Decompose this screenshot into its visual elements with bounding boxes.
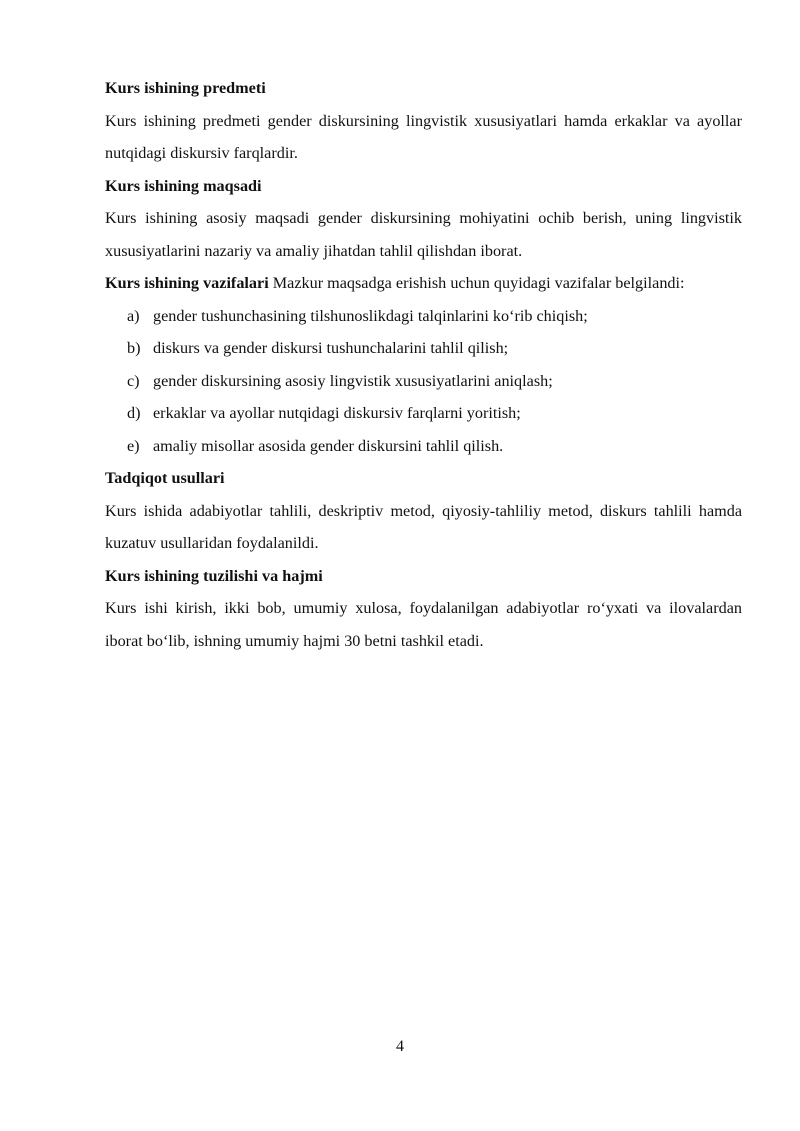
tasks-list	[105, 300, 742, 463]
structure-paragraph: Kurs ishi kirish, ikki bob, umumiy xulosa, foydalanilgan adabiyotlar ro‘yxati va ilovalardan iborat bo‘lib, ishning umumiy hajmi 30 betni tashkil etadi.	[105, 599, 742, 650]
list-item	[105, 300, 742, 333]
goal-paragraph: Kurs ishining asosiy maqsadi gender diskursining mohiyatini ochib berish, uning lingvistik xususiyatlarini nazariy va amaliy jihatdan tahlil qilishdan iborat.	[105, 209, 742, 260]
tasks-paragraph	[105, 267, 742, 300]
goal-heading: Kurs ishining maqsadi	[105, 176, 262, 195]
tasks-intro: Mazkur maqsadga erishish uchun quyidagi vazifalar belgilandi:	[272, 274, 685, 292]
list-item-text: amaliy misollar asosida gender diskursini tahlil qilish.	[153, 436, 504, 455]
methods-heading: Tadqiqot usullari	[105, 469, 225, 487]
list-item-text: diskurs va gender diskursi tushunchalarini tahlil qilish;	[153, 339, 509, 357]
subject-paragraph: Kurs ishining predmeti gender diskursining lingvistik xususiyatlari hamda erkaklar va ayollar nutqidagi diskursiv farqlardir.	[105, 111, 742, 162]
list-item-text: gender diskursining asosiy lingvistik xususiyatlarini aniqlash;	[153, 371, 553, 390]
list-marker: d)	[127, 404, 141, 422]
methods-paragraph: Kurs ishida adabiyotlar tahlili, deskriptiv metod, qiyosiy-tahliliy metod, diskurs tahlili hamda kuzatuv usullaridan foydalanildi.	[105, 501, 742, 552]
list-item	[105, 365, 742, 398]
list-item-text: gender tushunchasining tilshunoslikdagi talqinlarini ko‘rib chiqish;	[153, 306, 588, 325]
list-item	[105, 332, 742, 365]
list-item	[105, 397, 742, 430]
list-marker: c)	[127, 371, 140, 390]
page-number: 4	[396, 1038, 404, 1055]
document-body	[105, 72, 742, 657]
tasks-heading: Kurs ishining vazifalari	[105, 274, 269, 292]
structure-heading: Kurs ishining tuzilishi va hajmi	[105, 566, 323, 585]
list-marker: e)	[127, 436, 140, 455]
list-marker: a)	[127, 306, 140, 325]
list-item	[105, 430, 742, 463]
subject-heading: Kurs ishining predmeti	[105, 79, 266, 97]
list-marker: b)	[127, 339, 141, 357]
list-item-text: erkaklar va ayollar nutqidagi diskursiv farqlarni yoritish;	[153, 404, 521, 422]
